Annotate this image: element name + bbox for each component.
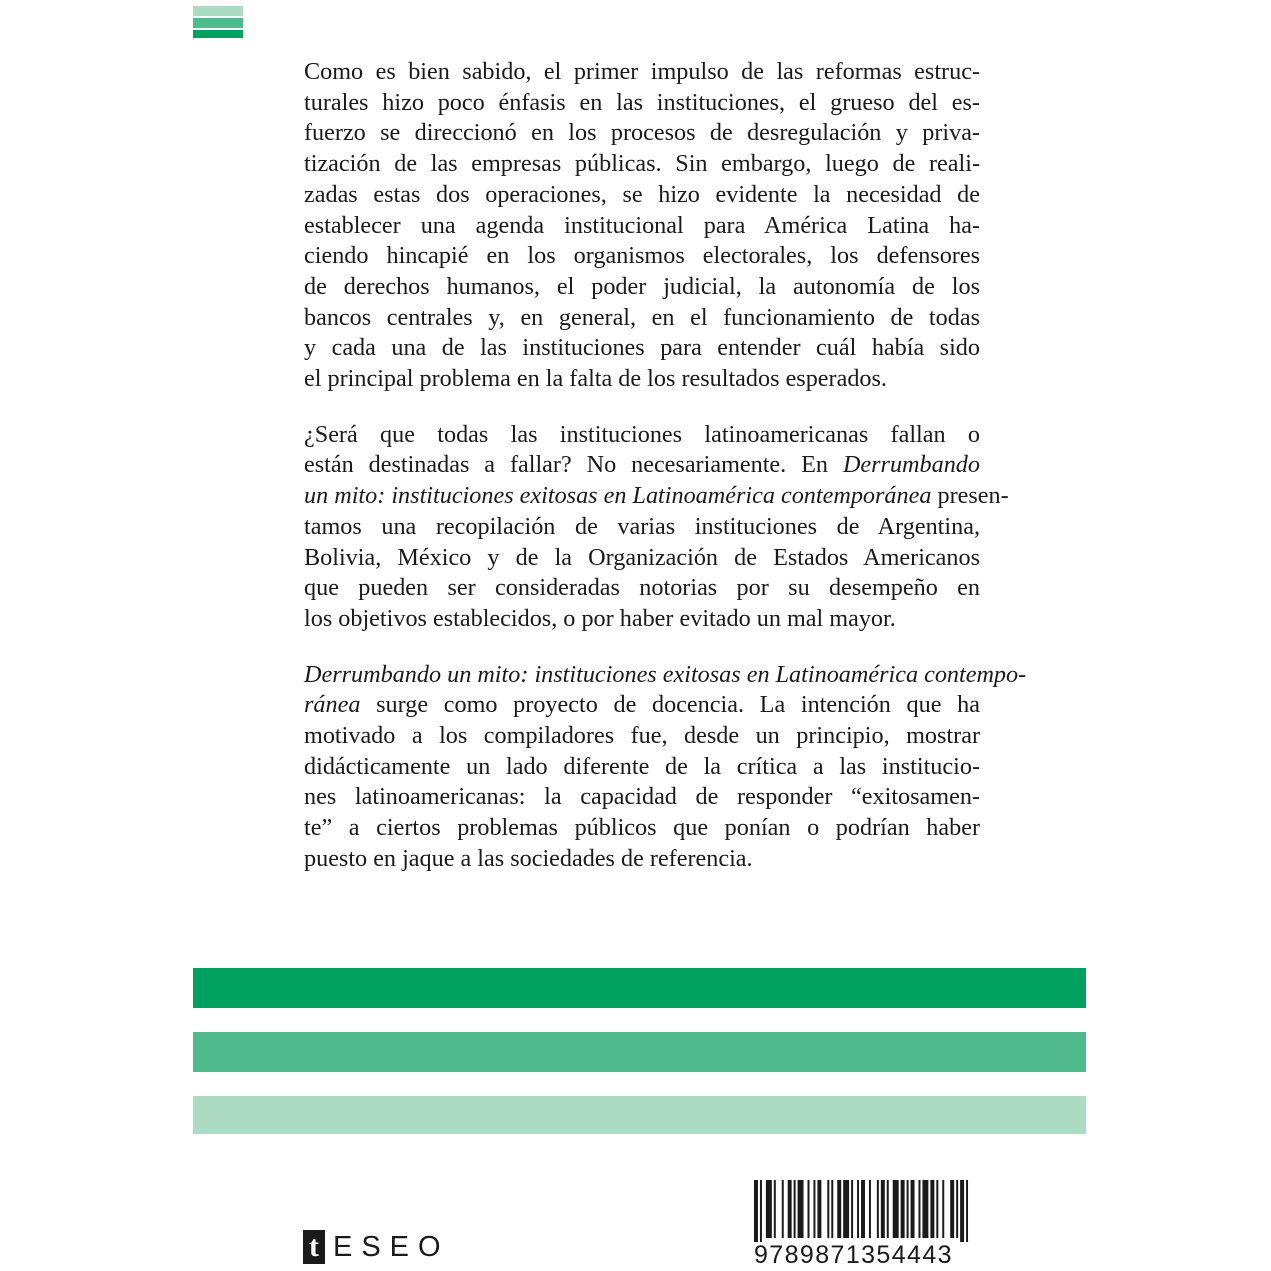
text-line [304,364,980,395]
text-line [304,57,980,88]
text-run: motivado a los compiladores fue, desde un principio, mostrar [304,722,980,750]
barcode-bar [956,1180,958,1238]
barcode-bar [794,1180,796,1238]
barcode-bar [857,1180,859,1238]
barcode-bar [942,1180,944,1238]
barcode-bar [831,1180,833,1238]
barcode-bar [881,1180,885,1238]
text-run: establecer una agenda institucional para América Latina ha- [304,211,980,239]
text-run: Bolivia, México y de la Organización de Estados Americanos [304,543,980,571]
barcode-bar [911,1180,915,1238]
barcode-bar [893,1180,899,1238]
barcode-bar [754,1180,758,1242]
barcode-bar [837,1180,841,1238]
text-run: nes latinoamericanas: la capacidad de responder “exitosamen- [304,783,980,811]
paragraph [304,420,1009,635]
text-run: zadas estas dos operaciones, se hizo evidente la necesidad de [304,180,980,208]
corner-stripe-mid [193,18,243,28]
text-line [304,782,980,813]
text-line [304,721,980,752]
text-line [304,573,980,604]
barcode-bar [827,1180,829,1238]
text-line [304,420,980,451]
barcode-bar [760,1180,762,1242]
italic-title: ránea [304,691,361,719]
italic-title: Derrumbando [842,451,980,479]
barcode-bar [851,1180,853,1238]
text-run: y cada una de las instituciones para entender cuál había sido [304,334,980,362]
text-line [304,450,980,481]
text-run: didácticamente un lado diferente de la crítica a las institucio- [304,752,980,780]
back-cover-text [304,57,1027,900]
green-band-dark [193,968,1086,1008]
text-run: tización de las empresas públicas. Sin embargo, luego de reali- [304,150,980,178]
barcode-bar [798,1180,804,1238]
barcode-bar [861,1180,865,1238]
text-line [304,333,980,364]
text-line [304,180,980,211]
publisher-logo [303,1230,450,1264]
text-run: están destinadas a fallar? No necesariamente. En [304,451,843,479]
green-band-light [193,1096,1086,1134]
text-line [304,543,980,574]
corner-mark [193,6,243,38]
text-run: surge como proyecto de docencia. La intención que ha [360,691,980,719]
text-line [304,149,980,180]
text-run: presen- [931,482,1009,510]
text-line [304,844,980,875]
text-line [304,118,980,149]
text-line [304,211,980,242]
corner-stripe-light [193,6,243,16]
paragraph [304,57,980,395]
italic-title: Derrumbando un mito: instituciones exitosas en Latinoamérica contempo- [304,660,1027,688]
text-run: ¿Será que todas las instituciones latinoamericanas fallan o [304,420,980,448]
text-run: el principal problema en la falta de los resultados esperados. [304,365,887,393]
text-run: tamos una recopilación de varias instituciones de Argentina, [304,512,980,540]
isbn-digits: 9789871354443 [754,1241,953,1269]
text-run: fuerzo se direccionó en los procesos de desregulación y priva- [304,119,980,147]
text-line [304,660,1027,691]
text-line [304,512,980,543]
text-run: te” a ciertos problemas públicos que ponían o podrían haber [304,814,980,842]
text-line [304,481,1009,512]
barcode-bar [936,1180,938,1238]
barcode-bar [766,1180,772,1238]
barcode-bar [782,1180,784,1238]
barcode-bar [930,1180,934,1238]
text-run: los objetivos establecidos, o por haber evitado un mal mayor. [304,604,896,632]
barcode-bar [966,1180,968,1242]
barcode-bar [869,1180,871,1238]
barcode-bar [877,1180,879,1238]
barcode-bar [950,1180,954,1238]
barcode-bar [843,1180,849,1238]
publisher-logo-name: ESEO [333,1231,450,1263]
text-run: bancos centrales y, en general, en el funcionamiento de todas [304,303,980,331]
text-run: de derechos humanos, el poder judicial, la autonomía de los [304,272,980,300]
text-run: turales hizo poco énfasis en las instituciones, el grueso del es- [304,88,980,116]
publisher-logo-letter: t [303,1230,325,1264]
corner-stripe-dark [193,30,243,38]
text-line [304,690,980,721]
paragraph [304,660,1027,875]
text-line [304,752,980,783]
barcode-bar [813,1180,815,1238]
barcode-bar [788,1180,792,1238]
barcode-bar [901,1180,905,1238]
text-line [304,272,980,303]
isbn-barcode [754,1180,972,1268]
text-run: que pueden ser consideradas notorias por su desempeño en [304,574,980,602]
text-line [304,241,980,272]
text-line [304,604,980,635]
text-line [304,88,980,119]
text-line [304,303,980,334]
barcode-bar [887,1180,889,1238]
barcode-bar [808,1180,810,1238]
barcode-bar [907,1180,909,1238]
barcode-bar [774,1180,776,1238]
barcode-bar [922,1180,928,1238]
green-band-mid [193,1032,1086,1072]
barcode-bar [918,1180,920,1238]
text-line [304,813,980,844]
italic-title: un mito: instituciones exitosas en Latinoamérica contemporánea [304,482,932,510]
barcode-bars [754,1180,972,1242]
barcode-bar [817,1180,821,1238]
text-run: puesto en jaque a las sociedades de referencia. [304,844,753,872]
text-run: ciendo hincapié en los organismos electorales, los defensores [304,242,980,270]
barcode-bar [960,1180,964,1242]
text-run: Como es bien sabido, el primer impulso de las reformas estruc- [304,58,980,85]
